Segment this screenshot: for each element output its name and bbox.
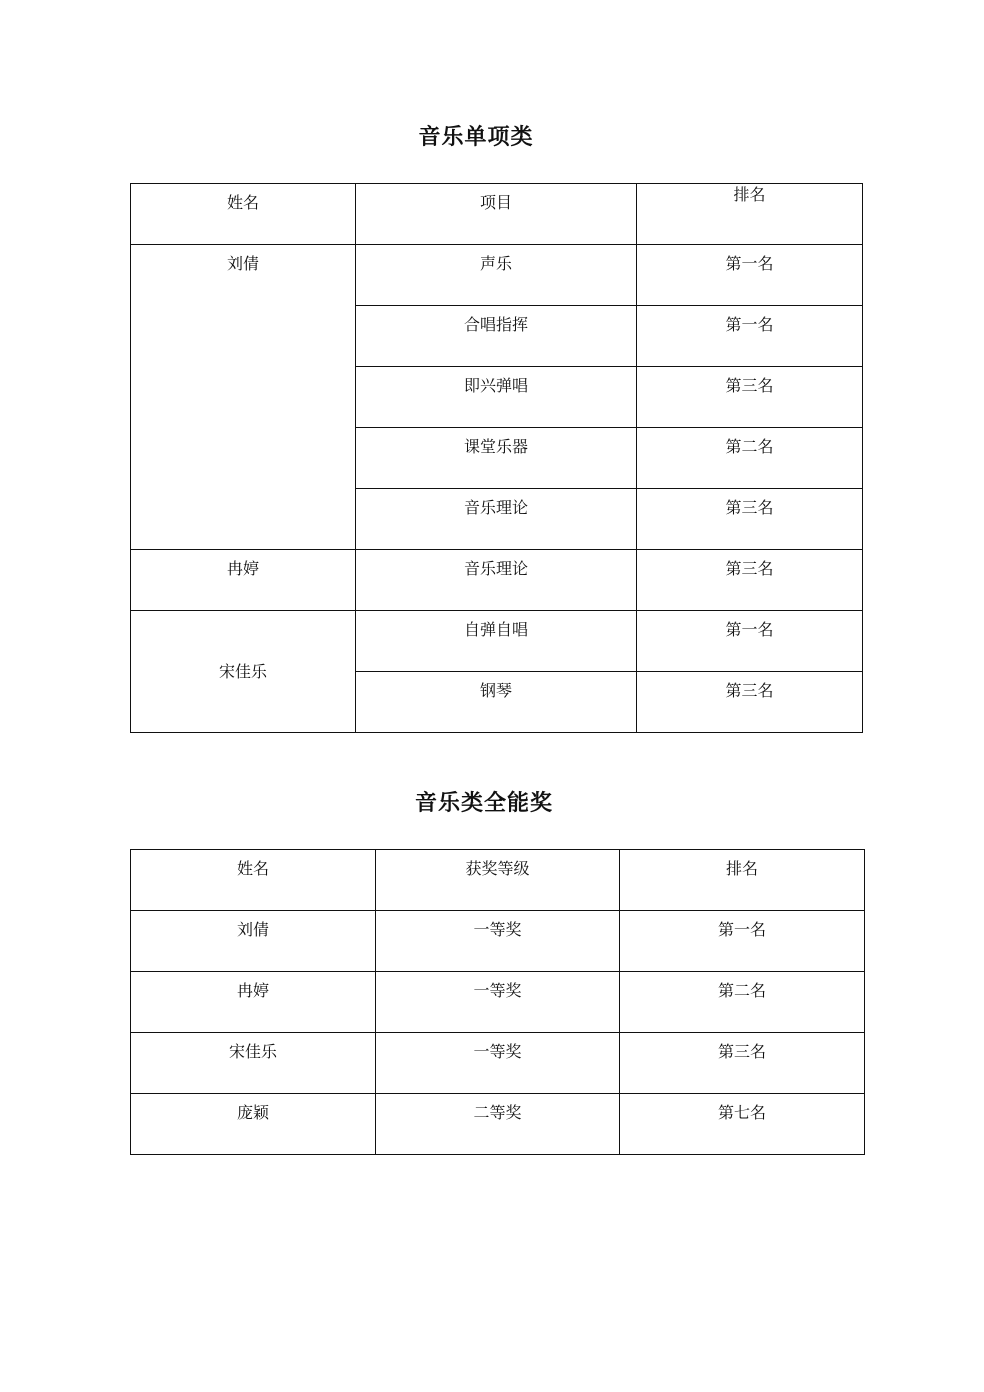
item-cell [356, 367, 637, 428]
item-cell [356, 611, 637, 672]
item-label: 自弹自唱 [463, 620, 528, 639]
rank-cell [637, 672, 863, 733]
student-name: 冉婷 [236, 981, 269, 1000]
student-name: 庞颖 [236, 1103, 269, 1122]
rank-label: 第一名 [717, 920, 766, 939]
rank-label: 第二名 [717, 981, 766, 1000]
table-row [131, 911, 865, 972]
single-item-awards-table [130, 183, 863, 733]
award-level: 一等奖 [473, 920, 522, 939]
award-level: 二等奖 [473, 1103, 522, 1122]
name-cell [131, 611, 356, 733]
header-cell [637, 184, 863, 245]
item-label: 合唱指挥 [463, 315, 528, 334]
header-rank: 排名 [733, 185, 766, 204]
student-name: 宋佳乐 [228, 1042, 277, 1061]
name-cell [131, 1094, 376, 1155]
rank-label: 第一名 [725, 254, 774, 273]
rank-label: 第三名 [725, 498, 774, 517]
item-label: 课堂乐器 [463, 437, 528, 456]
rank-label: 第三名 [725, 559, 774, 578]
table-row [131, 1094, 865, 1155]
item-label: 声乐 [479, 254, 512, 273]
item-cell [356, 428, 637, 489]
rank-cell [637, 611, 863, 672]
header-item: 项目 [479, 193, 512, 212]
item-label: 音乐理论 [463, 559, 528, 578]
table-row [131, 1033, 865, 1094]
header-name: 姓名 [236, 859, 269, 878]
rank-cell [620, 1033, 865, 1094]
header-cell [376, 850, 620, 911]
item-label: 音乐理论 [463, 498, 528, 517]
level-cell [376, 911, 620, 972]
rank-cell [637, 489, 863, 550]
rank-label: 第二名 [725, 437, 774, 456]
student-name: 刘倩 [226, 254, 259, 273]
name-cell [131, 972, 376, 1033]
name-cell [131, 911, 376, 972]
student-name: 宋佳乐 [218, 661, 267, 681]
item-cell [356, 672, 637, 733]
item-label: 钢琴 [479, 681, 512, 700]
table-row [131, 611, 863, 672]
rank-cell [637, 367, 863, 428]
header-cell [131, 850, 376, 911]
header-rank: 排名 [725, 859, 758, 878]
award-level: 一等奖 [473, 981, 522, 1000]
item-cell [356, 489, 637, 550]
award-level: 一等奖 [473, 1042, 522, 1061]
item-cell [356, 245, 637, 306]
rank-label: 第一名 [725, 315, 774, 334]
rank-label: 第三名 [717, 1042, 766, 1061]
level-cell [376, 1033, 620, 1094]
student-name: 冉婷 [226, 559, 259, 578]
name-cell [131, 1033, 376, 1094]
table-row [131, 245, 863, 306]
rank-cell [637, 306, 863, 367]
rank-cell [620, 911, 865, 972]
rank-cell [637, 245, 863, 306]
name-cell [131, 245, 356, 550]
table-header-row [131, 184, 863, 245]
item-cell [356, 306, 637, 367]
header-cell [356, 184, 637, 245]
rank-cell [620, 972, 865, 1033]
header-name: 姓名 [226, 193, 259, 212]
table-row [131, 972, 865, 1033]
item-cell [356, 550, 637, 611]
header-cell [620, 850, 865, 911]
rank-cell [637, 550, 863, 611]
header-level: 获奖等级 [465, 859, 530, 878]
student-name: 刘倩 [236, 920, 269, 939]
table-row [131, 550, 863, 611]
all-round-awards-table [130, 849, 865, 1155]
section2-title: 音乐类全能奖 [414, 791, 553, 816]
level-cell [376, 972, 620, 1033]
rank-label: 第一名 [725, 620, 774, 639]
rank-label: 第三名 [725, 681, 774, 700]
item-label: 即兴弹唱 [463, 376, 528, 395]
section1-title: 音乐单项类 [418, 125, 534, 150]
rank-label: 第三名 [725, 376, 774, 395]
name-cell [131, 550, 356, 611]
header-cell [131, 184, 356, 245]
level-cell [376, 1094, 620, 1155]
table-header-row [131, 850, 865, 911]
rank-label: 第七名 [717, 1103, 766, 1122]
rank-cell [637, 428, 863, 489]
rank-cell [620, 1094, 865, 1155]
